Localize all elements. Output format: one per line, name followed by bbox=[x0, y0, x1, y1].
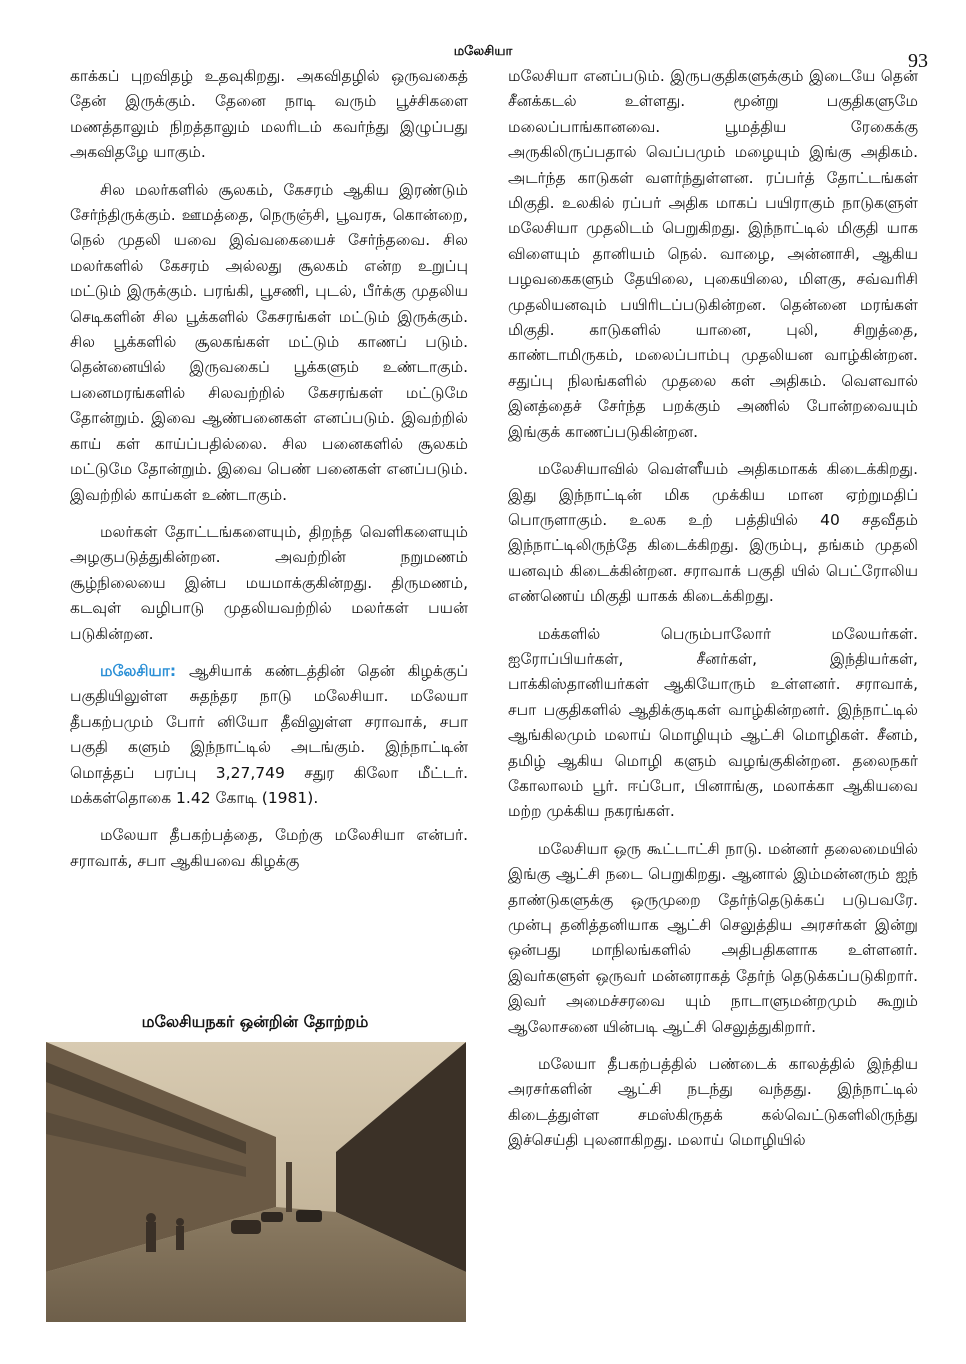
paragraph: மக்களில் பெரும்பாலோர் மலேயர்கள். ஐரோப்பியர்கள், சீனர்கள், இந்தியர்கள், பாக்கிஸ்தானியர்கள் ஆகியோரும் உள்ளனர். சராவாக், சபா பகுதிகளில் ஆதிக்குடிகள் வாழ்கின்றனர். இந்நாட்டில் ஆங்கிலமும் மலாய் மொழியும் ஆட்சி மொழிகள். சீனம், தமிழ் ஆகிய மொழி களும் வழங்குகின்றன. தலைநகர் கோலாலம் பூர். ஈப்போ, பினாங்கு, மலாக்கா ஆகியவை மற்ற முக்கிய நகரங்கள். bbox=[508, 624, 918, 821]
figure-caption: மலேசியநகர் ஒன்றின் தோற்றம் bbox=[141, 1012, 369, 1031]
street-photo bbox=[46, 1042, 466, 1322]
paragraph: மலர்கள் தோட்டங்களையும், திறந்த வெளிகளையும் அழகுபடுத்துகின்றன. அவற்றின் நறுமணம் சூழ்நிலையை இன்ப மயமாக்குகின்றது. திருமணம், கடவுள் வழிபாடு முதலியவற்றில் மலர்கள் பயன் படுகின்றன. bbox=[70, 522, 468, 643]
right-column bbox=[508, 64, 918, 1166]
entry-heading: மலேசியா: bbox=[100, 661, 177, 680]
paragraph: சில மலர்களில் சூலகம், கேசரம் ஆகிய இரண்டும் சேர்ந்திருக்கும். ஊமத்தை, நெருஞ்சி, பூவரசு, கொன்றை, நெல் முதலி யவை இவ்வகையைச் சேர்ந்தவை. சில மலர்களில் கேசரம் அல்லது சூலகம் என்ற உறுப்பு மட்டும் இருக்கும். பரங்கி, பூசணி, புடல், பீர்க்கு முதலிய செடிகளின் சில பூக்களில் கேசரங்கள் மட்டும் இருக்கும். சில பூக்களில் சூலகங்கள் மட்டும் காணப் படும். தென்னையில் இருவகைப் பூக்களும் உண்டாகும். பனைமரங்களில் சிலவற்றில் கேசரங்கள் மட்டுமே தோன்றும். இவை ஆண்பனைகள் எனப்படும். இவற்றில் காய் கள் காய்ப்பதில்லை. சில பனைகளில் சூலகம் மட்டுமே தோன்றும். இவை பெண் பனைகள் எனப்படும். இவற்றில் காய்கள் உண்டாகும். bbox=[70, 180, 468, 504]
entry-paragraph-malaysia bbox=[70, 659, 468, 811]
paragraph: மலேயா தீபகற்பத்தை, மேற்கு மலேசியா என்பர். சராவாக், சபா ஆகியவை கிழக்கு bbox=[70, 826, 468, 870]
left-column bbox=[70, 64, 468, 886]
page-number: 93 bbox=[908, 50, 928, 72]
paragraph: மலேசியா எனப்படும். இருபகுதிகளுக்கும் இடையே தென் சீனக்கடல் உள்ளது. மூன்று பகுதிகளுமே மலைப்பாங்கானவை. பூமத்திய ரேகைக்கு அருகிலிருப்பதால் வெப்பமும் மழையும் இங்கு அதிகம். அடர்ந்த காடுகள் வளர்ந்துள்ளன. ரப்பர்த் தோட்டங்கள் மிகுதி. உலகில் ரப்பர் அதிக மாகப் பயிராகும் நாடுகளுள் மலேசியா முதலிடம் பெறுகிறது. இந்நாட்டில் மிகுதி யாக விளையும் தானியம் நெல். வாழை, அன்னாசி, ஆகிய பழவகைகளும் தேயிலை, புகையிலை, மிளகு, சவ்வரிசி முதலியனவும் பயிரிடப்படுகின்றன. தென்னை மரங்கள் மிகுதி. காடுகளில் யானை, புலி, சிறுத்தை, காண்டாமிருகம், மலைப்பாம்பு முதலியன வாழ்கின்றன. சதுப்பு நிலங்களில் முதலை கள் அதிகம். வௌவால் இனத்தைச் சேர்ந்த பறக்கும் அணில் போன்றவையும் இங்குக் காணப்படுகின்றன. bbox=[508, 67, 918, 441]
paragraph: மலேயா தீபகற்பத்தில் பண்டைக் காலத்தில் இந்திய அரசர்களின் ஆட்சி நடந்து வந்தது. இந்நாட்டில் கிடைத்துள்ள சமஸ்கிருதக் கல்வெட்டுகளிலிருந்து இச்செய்தி புலனாகிறது. மலாய் மொழியில் bbox=[508, 1055, 918, 1150]
running-head: மலேசியா bbox=[453, 44, 513, 59]
entry-text: ஆசியாக் கண்டத்தின் தென் கிழக்குப் பகுதியிலுள்ள சுதந்தர நாடு மலேசியா. மலேயா தீபகற்பமும் போர் னியோ தீவிலுள்ள சராவாக், சபா பகுதி களும் இந்நாட்டில் அடங்கும். இந்நாட்டின் மொத்தப் பரப்பு 3,27,749 சதுர கிலோ மீட்டர். மக்கள்தொகை 1.42 கோடி (1981). bbox=[70, 661, 469, 807]
street-photo-image bbox=[46, 1042, 466, 1322]
paragraph: காக்கப் புறவிதழ் உதவுகிறது. அகவிதழில் ஒருவகைத் தேன் இருக்கும். தேனை நாடி வரும் பூச்சிகளை மணத்தாலும் நிறத்தாலும் மலரிடம் கவர்ந்து இழுப்பது அகவிதழே யாகும். bbox=[70, 67, 468, 162]
paragraph: மலேசியாவில் வெள்ளீயம் அதிகமாகக் கிடைக்கிறது. இது இந்நாட்டின் மிக முக்கிய மான ஏற்றுமதிப் பொருளாகும். உலக உற் பத்தியில் 40 சதவீதம் இந்நாட்டிலிருந்தே கிடைக்கிறது. இரும்பு, தங்கம் முதலி யனவும் கிடைக்கின்றன. சராவாக் பகுதி யில் பெட்ரோலிய எண்ணெய் மிகுதி யாகக் கிடைக்கிறது. bbox=[508, 460, 918, 606]
paragraph: மலேசியா ஒரு கூட்டாட்சி நாடு. மன்னர் தலைமையில் இங்கு ஆட்சி நடை பெறுகிறது. ஆனால் இம்மன்னரும் ஐந் தாண்டுகளுக்கு ஒருமுறை தேர்ந்தெடுக்கப் படுபவரே. முன்பு தனித்தனியாக ஆட்சி செலுத்திய அரசர்கள் இன்று ஒன்பது மாநிலங்களில் அதிபதிகளாக உள்ளனர். இவர்களுள் ஒருவர் மன்னராகத் தேர்ந் தெடுக்கப்படுகிறார். இவர் அமைச்சரவை யும் நாடாளுமன்றமும் கூறும் ஆலோசனை யின்படி ஆட்சி செலுத்துகிறார். bbox=[508, 839, 918, 1036]
